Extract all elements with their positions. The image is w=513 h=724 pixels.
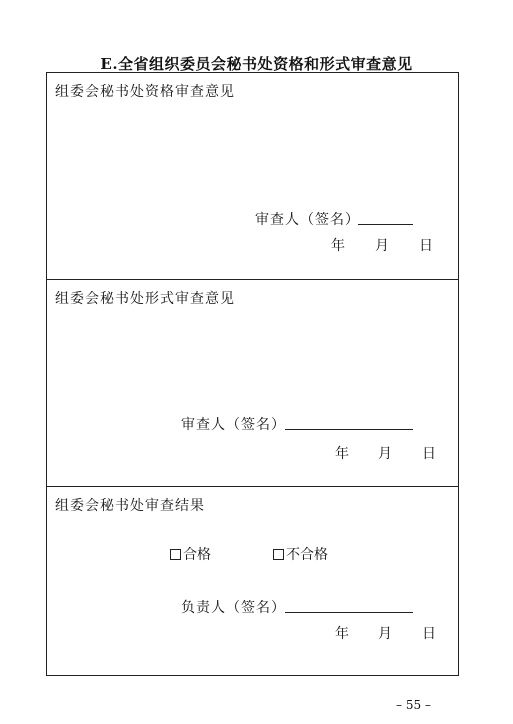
reviewer-signature-label: 审查人（签名） xyxy=(255,212,360,228)
date-year-label: 年 xyxy=(335,446,349,462)
date-year-label: 年 xyxy=(335,626,349,642)
date-year-label: 年 xyxy=(331,238,345,254)
reviewer-signature-label: 审查人（签名） xyxy=(181,417,286,433)
page-title: E.全省组织委员会秘书处资格和形式审查意见 xyxy=(100,55,413,73)
pass-checkbox[interactable] xyxy=(170,549,181,560)
section-heading: 组委会秘书处形式审查意见 xyxy=(55,291,235,307)
review-result-section xyxy=(47,487,458,675)
date-month-label: 月 xyxy=(378,626,392,642)
fail-checkbox[interactable] xyxy=(273,549,284,560)
date-month-label: 月 xyxy=(375,238,389,254)
qualification-review-section xyxy=(47,73,458,280)
format-review-section xyxy=(47,280,458,487)
page-number: – 55 – xyxy=(396,698,431,712)
signature-line[interactable] xyxy=(285,612,413,613)
section-heading: 组委会秘书处资格审查意见 xyxy=(55,84,235,100)
date-day-label: 日 xyxy=(422,626,436,642)
date-day-label: 日 xyxy=(419,238,433,254)
section-heading: 组委会秘书处审查结果 xyxy=(55,498,205,514)
date-day-label: 日 xyxy=(422,446,436,462)
fail-option[interactable] xyxy=(273,544,328,564)
signature-line[interactable] xyxy=(285,429,413,430)
responsible-signature-label: 负责人（签名） xyxy=(181,600,286,616)
signature-line[interactable] xyxy=(358,224,413,225)
review-form xyxy=(46,72,459,676)
pass-label: 合格 xyxy=(183,547,211,563)
date-month-label: 月 xyxy=(378,446,392,462)
pass-option[interactable] xyxy=(170,544,211,564)
fail-label: 不合格 xyxy=(286,547,328,563)
